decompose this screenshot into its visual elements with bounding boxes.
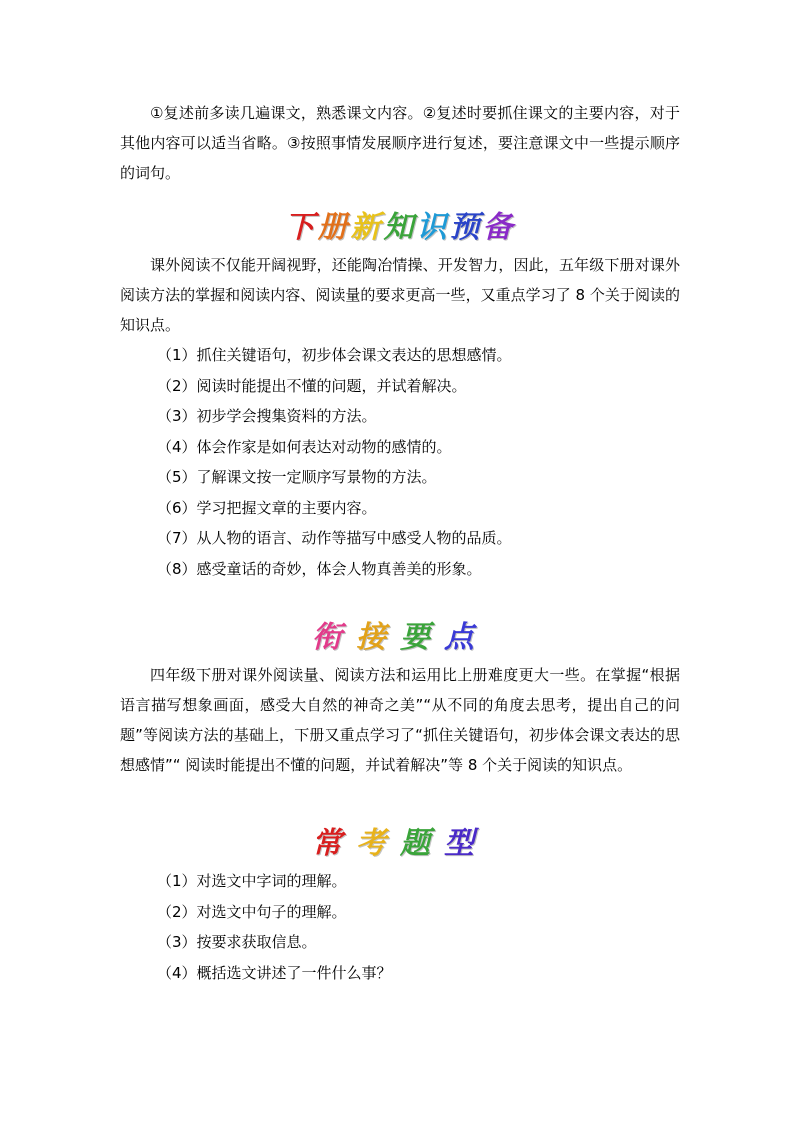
heading-char: 册 bbox=[317, 210, 351, 245]
list-item: （7）从人物的语言、动作等描写中感受人物的品质。 bbox=[157, 529, 512, 547]
list-item: （1）对选文中字词的理解。 bbox=[157, 872, 347, 890]
list-item: （6）学习把握文章的主要内容。 bbox=[157, 498, 377, 517]
section1-paragraph: 课外阅读不仅能开阔视野，还能陶冶情操、开发智力，因此，五年级下册对课外阅读方法的掌握和阅读内容、阅读量的要求更高一些，又重点学习了 8 个关于阅读的知识点。 bbox=[120, 256, 680, 334]
section2-paragraph: 四年级下册对课外阅读量、阅读方法和运用比上册难度更大一些。在掌握“根据语言描写想象画面，感受大自然的神奇之美”“从不同的角度去思考，提出自己的问题”等阅读方法的基础上，下册又重点学习了“抓住关键语句，初步体会课文表达的思想感情”“ 阅读时能提出不懂的问题，并试着解决”等 8 个关于阅读的知识点。 bbox=[120, 666, 680, 774]
heading-char: 预 bbox=[449, 210, 483, 245]
section-heading-connection-points bbox=[120, 616, 680, 660]
heading-char: 衔 bbox=[312, 620, 356, 655]
list-item: （1）抓住关键语句，初步体会课文表达的思想感情。 bbox=[157, 346, 512, 364]
list-item: （8）感受童话的奇妙，体会人物真善美的形象。 bbox=[157, 559, 482, 578]
section-heading-new-knowledge bbox=[120, 206, 680, 250]
list-item: （2）对选文中句子的理解。 bbox=[157, 902, 347, 921]
list-item: （2）阅读时能提出不懂的问题，并试着解决。 bbox=[157, 376, 467, 395]
heading-char: 新 bbox=[350, 210, 384, 245]
list-item: （4）概括选文讲述了一件什么事？ bbox=[157, 963, 392, 982]
heading-char: 考 bbox=[356, 826, 400, 861]
list-item: （4）体会作家是如何表达对动物的感情的。 bbox=[157, 437, 452, 456]
list-item: （3）按要求获取信息。 bbox=[157, 933, 317, 951]
document-page bbox=[120, 98, 680, 988]
heading-char: 题 bbox=[400, 826, 444, 861]
list-item: （5）了解课文按一定顺序写景物的方法。 bbox=[157, 468, 437, 486]
heading-char: 下 bbox=[284, 210, 318, 245]
list-item: （3）初步学会搜集资料的方法。 bbox=[157, 407, 377, 425]
heading-char: 型 bbox=[444, 826, 488, 861]
heading-char: 知 bbox=[383, 210, 417, 245]
intro-paragraph: ①复述前多读几遍课文，熟悉课文内容。②复述时要抓住课文的主要内容，对于其他内容可以适当省略。③按照事情发展顺序进行复述，要注意课文中一些提示顺序的词句。 bbox=[120, 104, 680, 182]
heading-char: 要 bbox=[400, 620, 444, 655]
heading-char: 接 bbox=[356, 620, 400, 655]
section-heading-common-question-types bbox=[120, 822, 680, 866]
heading-char: 识 bbox=[416, 210, 450, 245]
heading-char: 备 bbox=[482, 210, 516, 245]
section3-list bbox=[120, 866, 680, 988]
heading-char: 常 bbox=[312, 826, 356, 861]
heading-char: 点 bbox=[444, 620, 488, 655]
section1-list bbox=[120, 340, 680, 584]
